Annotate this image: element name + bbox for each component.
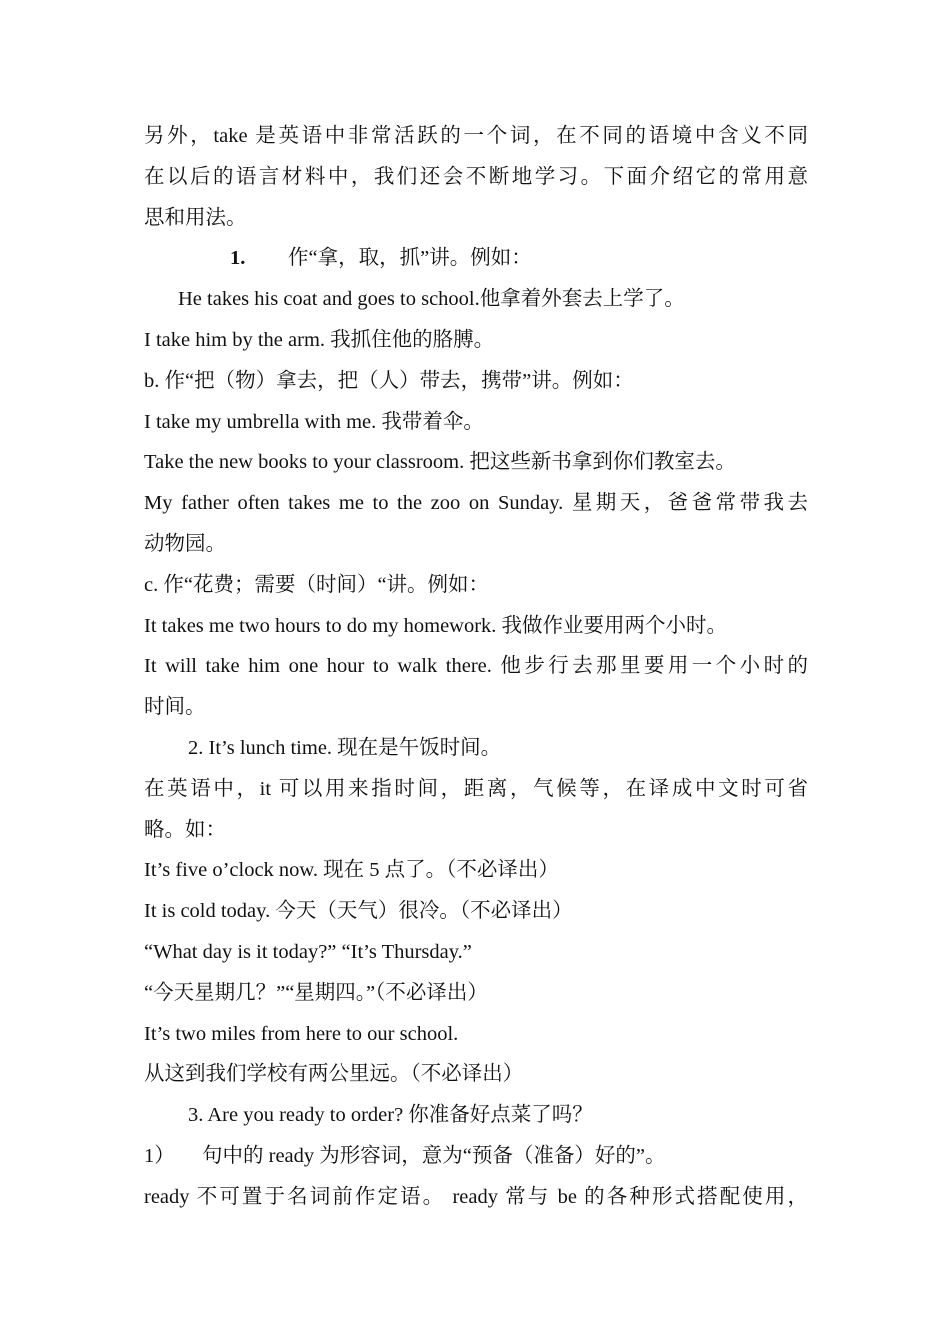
section-heading-3: 3. Are you ready to order? 你准备好点菜了吗？ <box>188 1104 593 1127</box>
example-line: “What day is it today?” “It’s Thursday.” <box>144 940 472 963</box>
example-line: “今天星期几？”“星期四。”（不必译出） <box>144 981 488 1004</box>
paragraph-line: 在以后的语言材料中，我们还会不断地学习。下面介绍它的常用意 <box>144 165 808 188</box>
paragraph-line: 在英语中，it 可以用来指时间，距离，气候等，在译成中文时可省 <box>144 777 808 800</box>
paragraph-line: 略。如： <box>144 818 226 841</box>
example-line: Take the new books to your classroom. 把这些新书拿到你们教室去。 <box>144 451 736 474</box>
example-line: It will take him one hour to walk there. 他步行去那里要用一个小时的 <box>144 655 808 678</box>
paragraph-line: 另外，take 是英语中非常活跃的一个词，在不同的语境中含义不同 <box>144 125 808 147</box>
section-number: 1. <box>230 247 246 270</box>
example-line: 动物园。 <box>144 532 226 555</box>
paragraph-line: 思和用法。 <box>144 206 247 229</box>
section-heading-text: 作“拿，取，抓”讲。例如： <box>288 247 532 270</box>
example-line: I take my umbrella with me. 我带着伞。 <box>144 410 484 433</box>
subheading-line: b. 作“把（物）拿去，把（人）带去，携带”讲。例如： <box>144 369 634 392</box>
list-item-text: 句中的 ready 为形容词，意为“预备（准备）好的”。 <box>202 1144 666 1167</box>
example-line: 从这到我们学校有两公里远。（不必译出） <box>144 1063 524 1086</box>
list-item <box>144 1136 808 1177</box>
example-line: It is cold today. 今天（天气）很冷。（不必译出） <box>144 900 573 923</box>
example-line: 时间。 <box>144 696 206 719</box>
paragraph-line: ready 不可置于名词前作定语。 ready 常与 be 的各种形式搭配使用， <box>144 1185 808 1208</box>
example-line: He takes his coat and goes to school.他拿着外套去上学了。 <box>178 288 685 311</box>
section-heading-2: 2. It’s lunch time. 现在是午饭时间。 <box>188 736 502 759</box>
example-line: It takes me two hours to do my homework. 我做作业要用两个小时。 <box>144 614 728 637</box>
section-heading-1 <box>144 238 808 279</box>
example-line: It’s five o’clock now. 现在 5 点了。（不必译出） <box>144 859 559 882</box>
example-line: My father often takes me to the zoo on Sunday. 星期天，爸爸常带我去 <box>144 492 808 515</box>
example-line: It’s two miles from here to our school. <box>144 1022 459 1045</box>
subheading-line: c. 作“花费；需要（时间）“讲。例如： <box>144 573 490 596</box>
list-marker: 1） <box>144 1144 175 1167</box>
document-body <box>144 116 808 1218</box>
example-line: I take him by the arm. 我抓住他的胳膊。 <box>144 328 495 351</box>
